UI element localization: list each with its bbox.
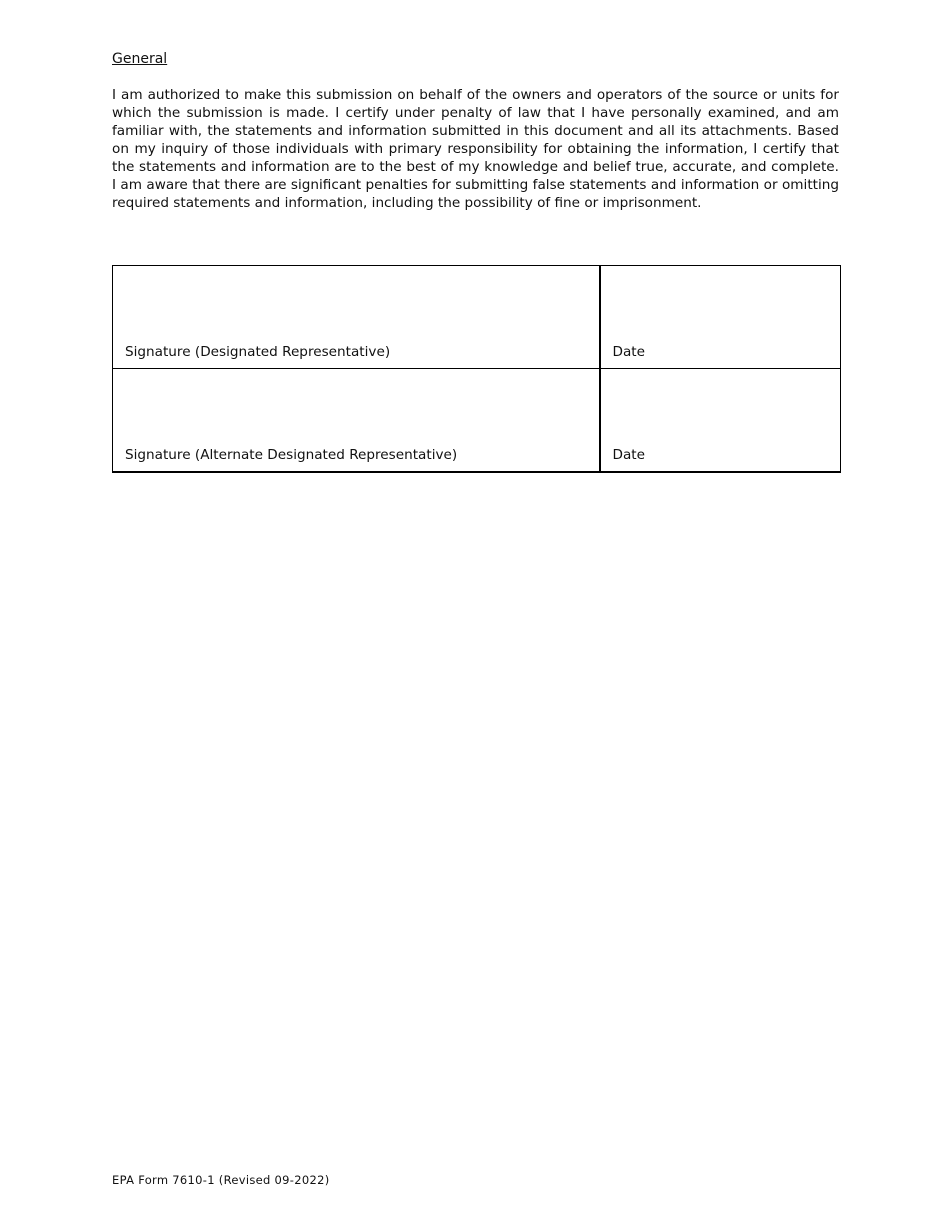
alternate-representative-signature-field[interactable]: [113, 369, 600, 472]
certification-paragraph: I am authorized to make this submission on behalf of the owners and operators of the source or units for which the submission is made. I certify under penalty of law that I have personally examined, and am familiar with, the statements and information submitted in this document and all its attachments. Based on my inquiry of those individuals with primary responsibility for obtaining the information, I certify that the statements and information are to the best of my knowledge and belief true, accurate, and complete. I am aware that there are significant penalties for submitting false statements and information or omitting required statements and information, including the possibility of fine or imprisonment.: [112, 87, 839, 211]
designated-representative-date-field[interactable]: [600, 266, 841, 369]
designated-representative-signature-field[interactable]: [113, 266, 600, 369]
signature-table: [112, 265, 841, 473]
alternate-representative-date-field[interactable]: [600, 369, 841, 472]
designated-representative-date-label: Date: [612, 344, 645, 360]
designated-representative-signature-label: Signature (Designated Representative): [125, 344, 391, 360]
form-footer-id: EPA Form 7610-1 (Revised 09-2022): [112, 1173, 330, 1187]
section-heading-general: General: [112, 51, 168, 67]
alternate-representative-date-label: Date: [612, 446, 645, 463]
signature-row-designated: [113, 266, 841, 369]
signature-row-alternate: [113, 369, 841, 472]
alternate-representative-signature-label: Signature (Alternate Designated Representative): [125, 446, 458, 463]
